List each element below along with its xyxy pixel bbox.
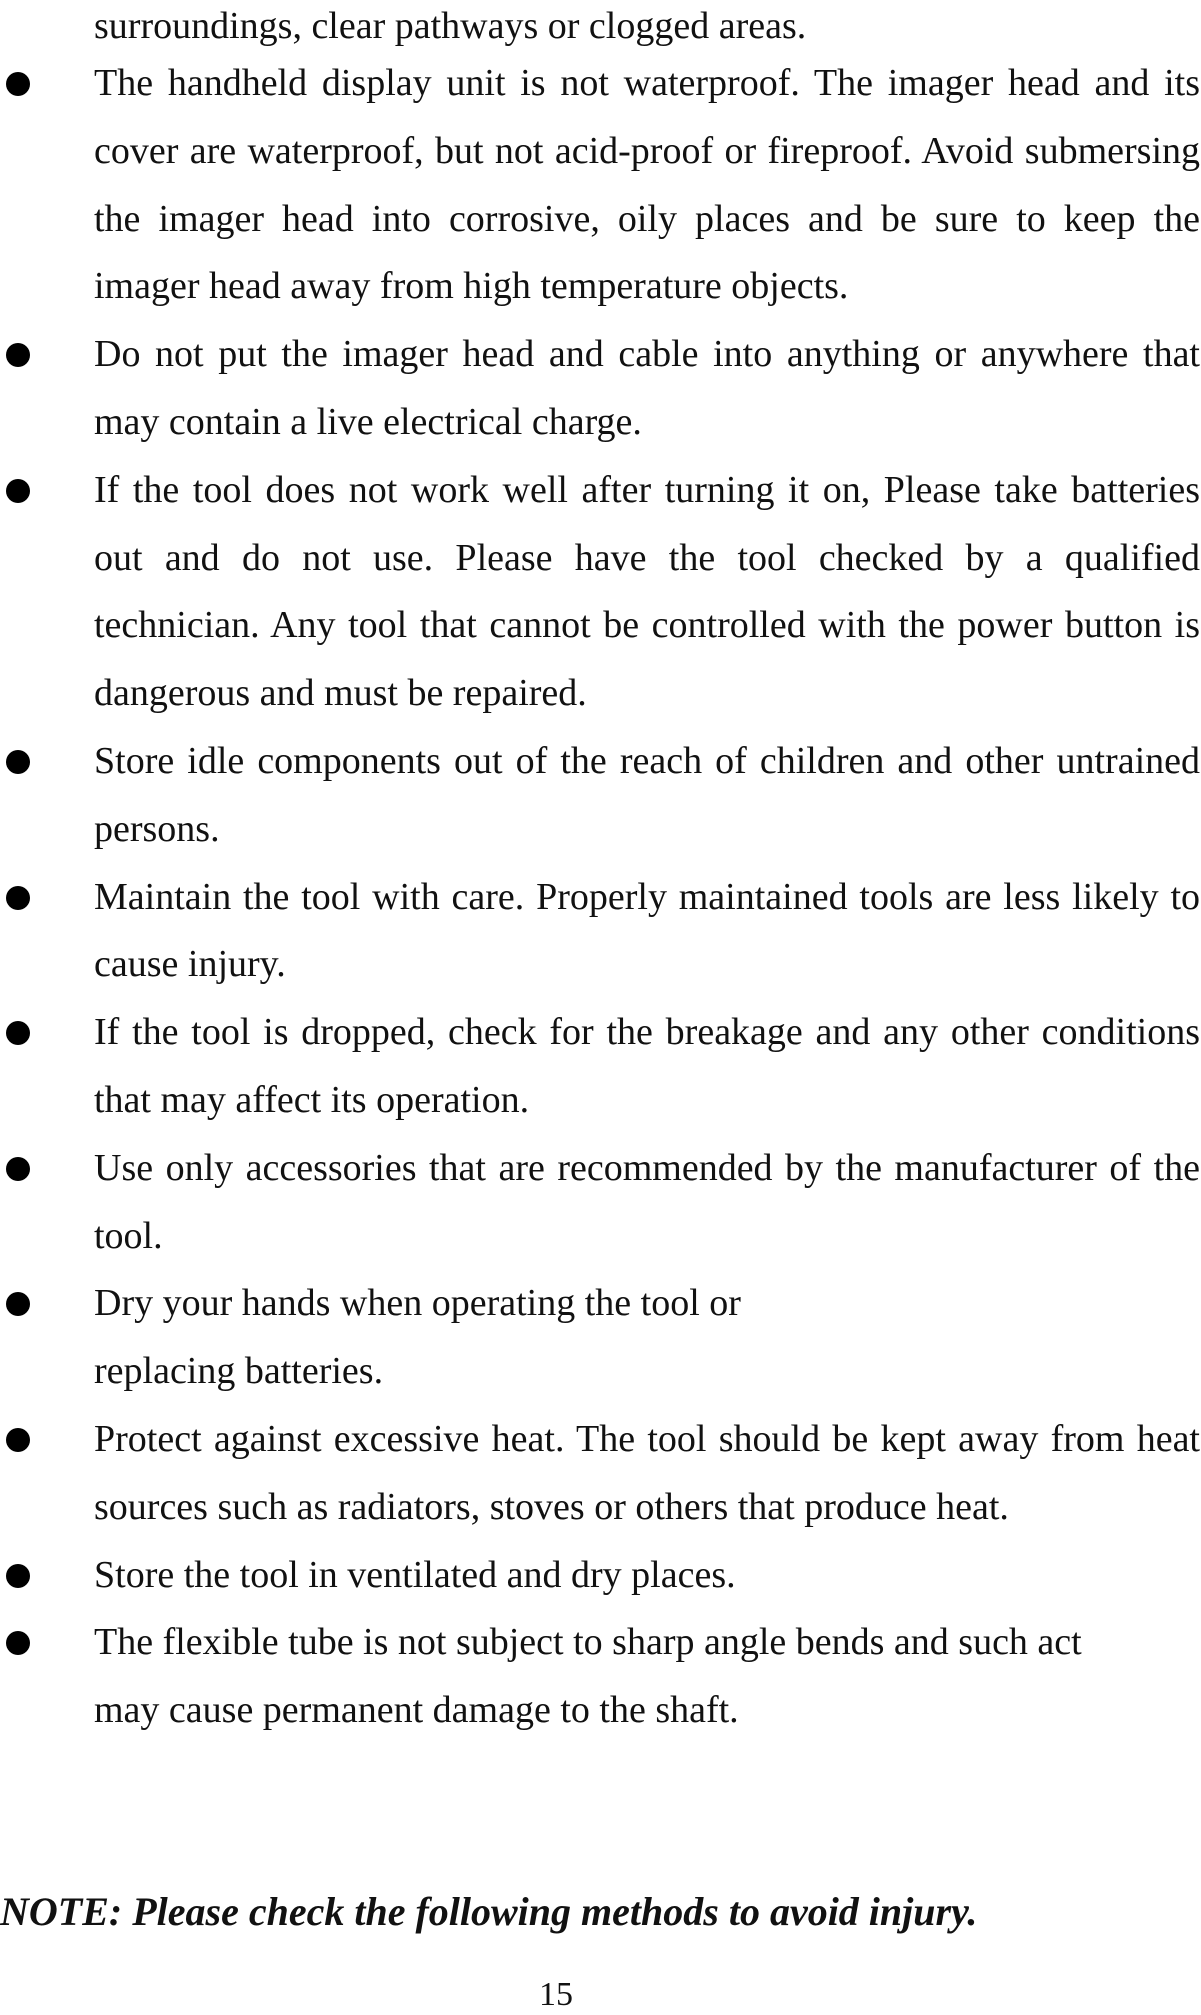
bullet-icon bbox=[6, 750, 30, 774]
bullet-icon bbox=[6, 886, 30, 910]
bullet-text: Maintain the tool with care. Properly maintained tools are less likely to cause injury. bbox=[94, 875, 1200, 986]
list-item bbox=[0, 50, 1201, 321]
list-item bbox=[0, 321, 1201, 457]
bullet-text: Do not put the imager head and cable into anything or anywhere that may contain a live electrical charge. bbox=[94, 333, 1200, 443]
bullet-text: The flexible tube is not subject to sharp angle bends and such act may cause permanent damage to the shaft. bbox=[94, 1621, 1082, 1732]
bullet-text: Use only accessories that are recommended by the manufacturer of the tool. bbox=[94, 1146, 1200, 1257]
bullet-icon bbox=[6, 1021, 30, 1045]
bullet-icon bbox=[6, 343, 30, 367]
bullet-text: Store the tool in ventilated and dry places. bbox=[94, 1553, 736, 1596]
safety-bullet-list bbox=[0, 50, 1201, 1745]
bullet-text: Store idle components out of the reach of children and other untrained persons. bbox=[94, 739, 1200, 850]
continuation-text: surroundings, clear pathways or clogged areas. bbox=[94, 5, 807, 47]
list-item bbox=[0, 1406, 1201, 1542]
list-item bbox=[0, 1135, 1201, 1271]
bullet-icon bbox=[6, 479, 30, 503]
list-item bbox=[0, 1270, 1201, 1406]
bullet-icon bbox=[6, 1157, 30, 1181]
list-item bbox=[0, 457, 1201, 728]
bullet-text: The handheld display unit is not waterproof. The imager head and its cover are waterproof, but not acid-proof or fireproof. Avoid submersing the imager head into corrosive, oily places and be sure to keep the imager head away from high temperature objects. bbox=[94, 62, 1200, 308]
page-number: 15 bbox=[539, 1976, 573, 2013]
bullet-icon bbox=[6, 1292, 30, 1316]
bullet-icon bbox=[6, 1564, 30, 1588]
bullet-text: If the tool does not work well after turning it on, Please take batteries out and do not use. Please have the tool checked by a qualified technician. Any tool that cannot be controlled with the power button is dangerous and must be repaired. bbox=[94, 468, 1200, 715]
list-item bbox=[0, 999, 1201, 1135]
bullet-icon bbox=[6, 72, 30, 96]
bullet-text: Protect against excessive heat. The tool should be kept away from heat sources such as radiators, stoves or others that produce heat. bbox=[94, 1417, 1200, 1528]
bullet-text: Dry your hands when operating the tool or replacing batteries. bbox=[94, 1282, 741, 1393]
list-item bbox=[0, 1609, 1201, 1745]
list-item bbox=[0, 728, 1201, 864]
list-item bbox=[0, 1542, 1201, 1610]
list-item bbox=[0, 864, 1201, 1000]
note-text: NOTE: Please check the following methods to avoid injury. bbox=[0, 1889, 978, 1934]
bullet-icon bbox=[6, 1631, 30, 1655]
bullet-icon bbox=[6, 1428, 30, 1452]
bullet-text: If the tool is dropped, check for the breakage and any other conditions that may affect its operation. bbox=[94, 1011, 1200, 1121]
